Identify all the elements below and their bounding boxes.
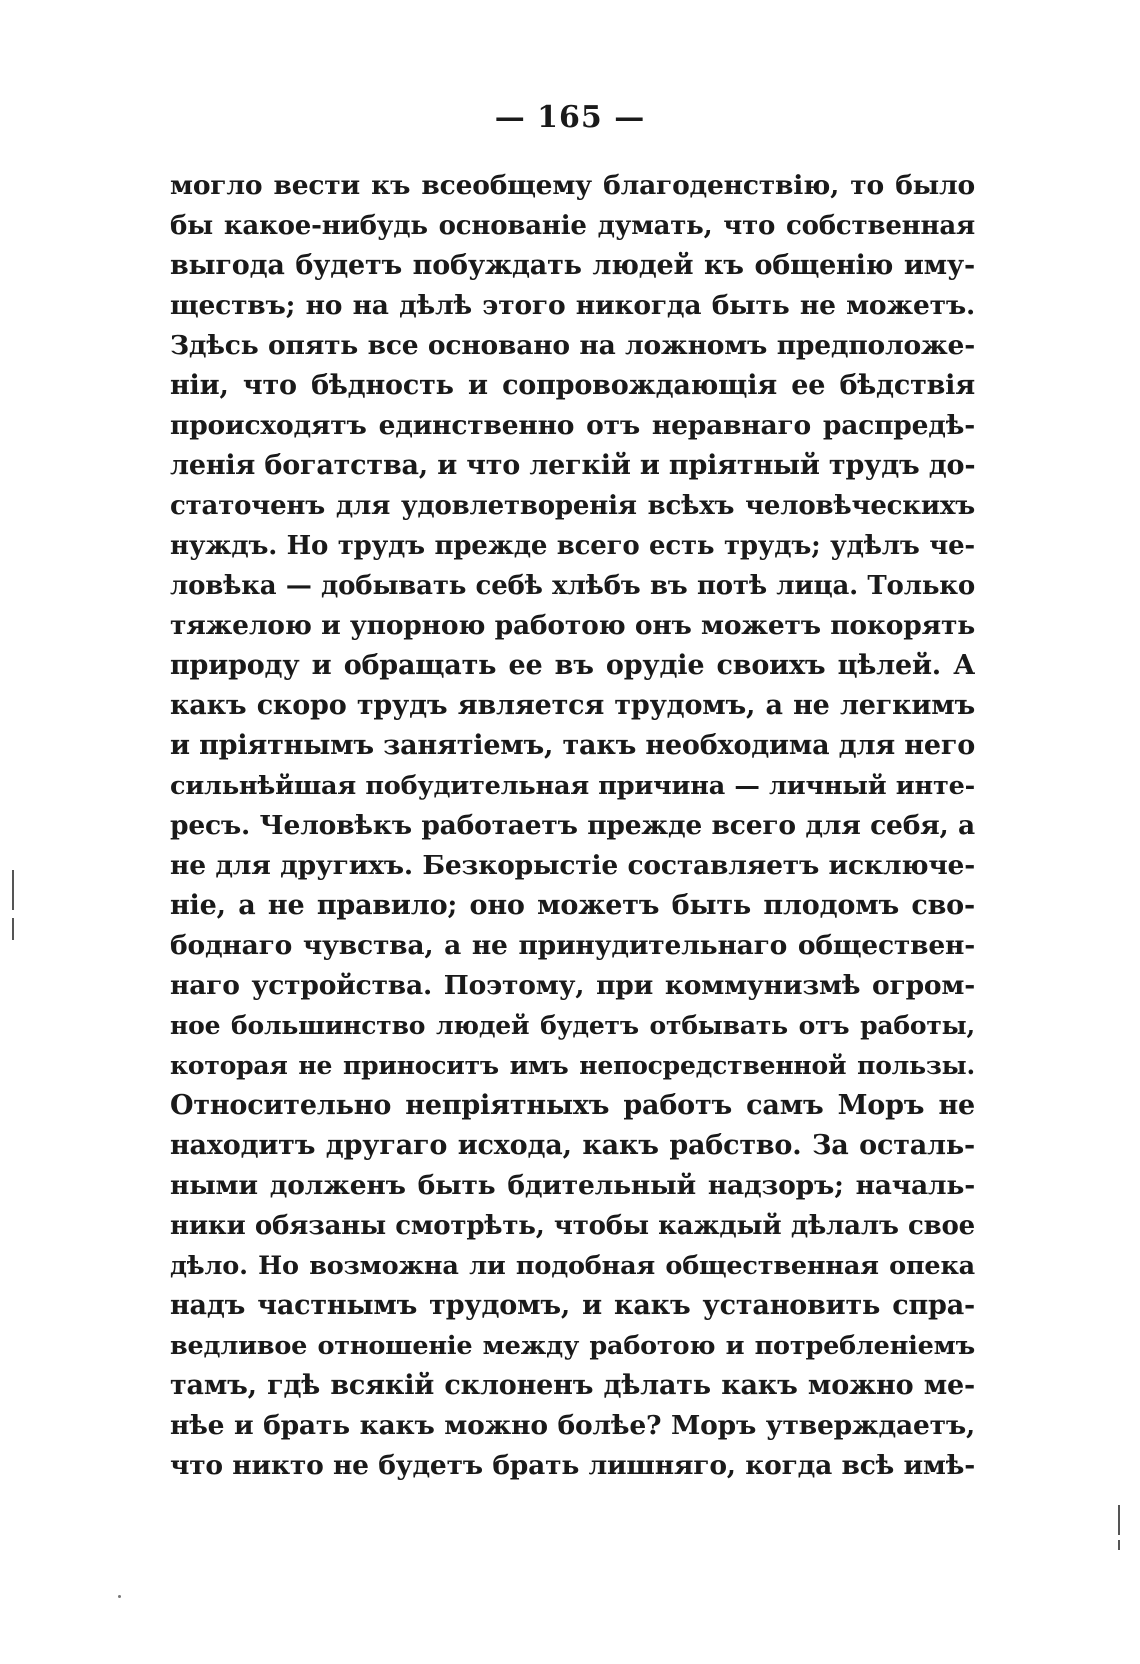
text-line: дѣло. Но возможна ли подобная общественная опека (170, 1251, 975, 1281)
text-line: наго устройства. Поэтому, при коммунизмѣ огром- (170, 970, 975, 1001)
body-text (170, 166, 975, 1486)
text-line: ное большинство людей будетъ отбывать отъ работы, (170, 1011, 975, 1040)
scan-speck (118, 1595, 121, 1598)
text-line: ными долженъ быть бдительный надзоръ; началь- (170, 1170, 975, 1201)
scan-margin-mark (1118, 1505, 1120, 1535)
text-line: ники обязаны смотрѣть, чтобы каждый дѣлалъ свое (170, 1211, 975, 1241)
text-line: боднаго чувства, а не принудительнаго обществен- (170, 930, 975, 961)
text-line: нуждъ. Но трудъ прежде всего есть трудъ; удѣлъ че- (170, 531, 975, 561)
text-line: бы какое-нибудь основаніе думать, что собственная (170, 211, 975, 241)
text-line: статоченъ для удовлетворенія всѣхъ человѣческихъ (170, 491, 975, 521)
text-line: ленія богатства, и что легкій и пріятный трудъ до- (170, 450, 975, 481)
text-line: тамъ, гдѣ всякій склоненъ дѣлать какъ можно ме- (170, 1370, 975, 1401)
text-line: ніи, что бѣдность и сопровождающія ее бѣдствія (170, 370, 975, 401)
text-line: какъ скоро трудъ является трудомъ, а не легкимъ (170, 690, 975, 721)
text-line: сильнѣйшая побудительная причина — личный инте- (170, 771, 975, 801)
scan-margin-mark (1118, 1540, 1120, 1550)
text-line: ніе, а не правило; оно можетъ быть плодомъ сво- (170, 890, 975, 921)
text-line: что никто не будетъ брать лишняго, когда всѣ имѣ- (170, 1450, 975, 1481)
text-line: ведливое отношеніе между работою и потребленіемъ (170, 1331, 975, 1361)
text-line: ловѣка — добывать себѣ хлѣбъ въ потѣ лица. Только (170, 571, 975, 601)
text-line: происходятъ единственно отъ неравнаго распредѣ- (170, 410, 975, 441)
scan-margin-mark (12, 918, 14, 940)
page-number: — 165 — (494, 100, 646, 135)
text-line: надъ частнымъ трудомъ, и какъ установить спра- (170, 1290, 975, 1321)
text-line: не для другихъ. Безкорыстіе составляетъ исключе- (170, 850, 975, 881)
text-line: нѣе и брать какъ можно болѣе? Моръ утверждаетъ, (170, 1410, 975, 1441)
text-line: Относительно непріятныхъ работъ самъ Моръ не (170, 1090, 975, 1121)
text-line: природу и обращать ее въ орудіе своихъ цѣлей. А (170, 650, 975, 681)
text-line: ществъ; но на дѣлѣ этого никогда быть не можетъ. (170, 290, 975, 321)
text-line: которая не приноситъ имъ непосредственной пользы. (170, 1051, 975, 1080)
text-line: Здѣсь опять все основано на ложномъ предположе- (170, 330, 975, 361)
scan-margin-mark (12, 870, 14, 910)
text-line: находитъ другаго исхода, какъ рабство. За осталь- (170, 1130, 975, 1161)
text-line: и пріятнымъ занятіемъ, такъ необходима для него (170, 730, 975, 761)
text-line: могло вести къ всеобщему благоденствію, то было (170, 170, 975, 201)
text-line: ресъ. Человѣкъ работаетъ прежде всего для себя, а (170, 810, 975, 841)
text-line: тяжелою и упорною работою онъ можетъ покорять (170, 610, 975, 641)
text-line: выгода будетъ побуждать людей къ общенію иму- (170, 250, 975, 281)
